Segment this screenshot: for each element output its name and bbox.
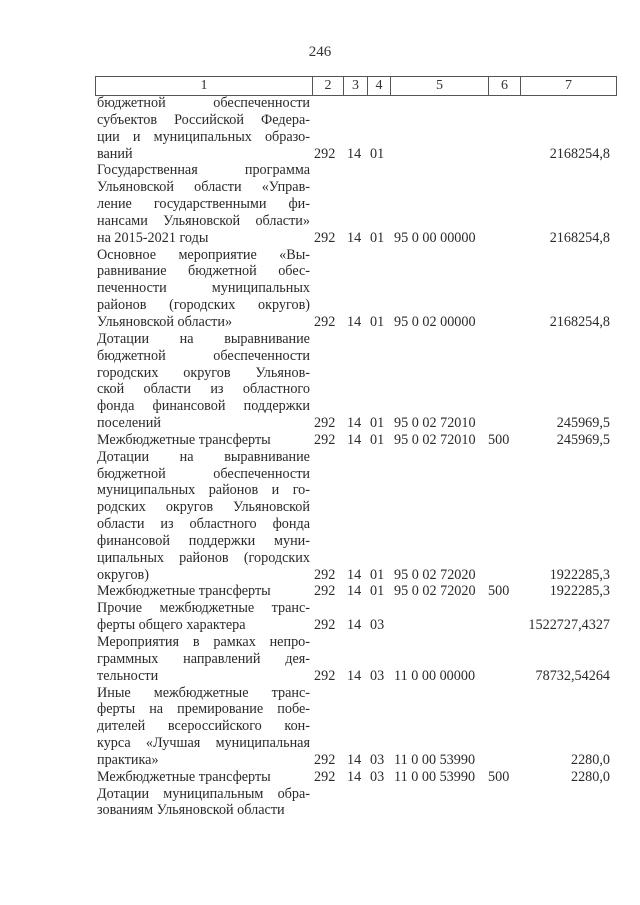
subsection-code: 01	[370, 145, 385, 162]
amount: 245969,5	[556, 431, 610, 448]
section-code: 14	[347, 768, 362, 785]
amount: 1922285,3	[549, 566, 610, 583]
description-line: Иные межбюджетные транс-	[97, 684, 310, 701]
description-line: бюджетной обеспеченности	[97, 95, 310, 111]
description-line: районов (городских округов)	[97, 297, 310, 314]
row-codes	[0, 583, 640, 600]
table-row	[0, 769, 640, 786]
description-line: тельности	[97, 667, 159, 684]
subsection-code: 03	[370, 617, 385, 634]
table-row	[0, 432, 640, 449]
row-codes	[0, 752, 640, 769]
description-line: ваний	[97, 145, 133, 162]
table-row	[0, 331, 640, 432]
subsection-code: 03	[370, 667, 385, 684]
row-codes	[0, 668, 640, 685]
description-line: дителей всероссийского кон-	[97, 718, 310, 735]
section-code: 14	[347, 751, 362, 768]
section-code: 14	[347, 566, 362, 583]
row-codes	[0, 802, 640, 819]
amount: 245969,5	[556, 415, 610, 432]
subsection-code: 03	[370, 751, 385, 768]
row-codes	[0, 769, 640, 786]
table-row	[0, 786, 640, 820]
description-line: финансовой поддержки муни-	[97, 532, 310, 549]
description-line: Основное мероприятие «Вы-	[97, 246, 310, 263]
row-codes	[0, 567, 640, 584]
column-number-header	[95, 76, 617, 96]
description-line: фонда финансовой поддержки	[97, 398, 310, 415]
subsection-code: 01	[370, 415, 385, 432]
subsection-code: 01	[370, 583, 385, 600]
description-line: городских округов Ульянов-	[97, 364, 310, 381]
subsection-code: 03	[370, 768, 385, 785]
description-line: родских округов Ульяновской	[97, 499, 310, 516]
description-line: Государственная программа	[97, 162, 310, 179]
admin-code: 292	[314, 751, 336, 768]
row-codes	[0, 617, 640, 634]
table-row	[0, 685, 640, 769]
description-line: Межбюджетные трансферты	[97, 431, 271, 448]
expense-type-code: 500	[488, 768, 510, 785]
row-codes	[0, 314, 640, 331]
admin-code: 292	[314, 431, 336, 448]
header-col-1: 1	[96, 77, 313, 96]
description-line: бюджетной обеспеченности	[97, 347, 310, 364]
header-col-3: 3	[344, 77, 368, 96]
table-row	[0, 600, 640, 634]
table-row	[0, 449, 640, 584]
description-line: ципальных районов (городских	[97, 549, 310, 566]
description-line: Межбюджетные трансферты	[97, 583, 271, 600]
table-row	[0, 162, 640, 246]
admin-code: 292	[314, 229, 336, 246]
admin-code: 292	[314, 415, 336, 432]
description-line: субъектов Российской Федера-	[97, 111, 310, 128]
description-line: граммных направлений дея-	[97, 650, 310, 667]
row-codes	[0, 230, 640, 247]
description-line: практика»	[97, 751, 159, 768]
target-article-code: 95 0 02 00000	[394, 313, 476, 330]
header-col-4: 4	[368, 77, 391, 96]
page-number: 246	[308, 44, 332, 60]
amount: 1922285,3	[549, 583, 610, 600]
table-row	[0, 95, 640, 162]
description-line: равнивание бюджетной обес-	[97, 263, 310, 280]
admin-code: 292	[314, 667, 336, 684]
description-line: Прочие межбюджетные транс-	[97, 600, 310, 617]
description-line: области из областного фонда	[97, 516, 310, 533]
header-col-7: 7	[521, 77, 617, 96]
table-row	[0, 247, 640, 331]
description-line: Межбюджетные трансферты	[97, 768, 271, 785]
header-col-5: 5	[391, 77, 489, 96]
target-article-code: 95 0 02 72020	[394, 583, 476, 600]
section-code: 14	[347, 229, 362, 246]
description-line: на 2015-2021 годы	[97, 229, 209, 246]
amount: 1522727,4327	[528, 617, 610, 634]
description-line: Дотации на выравнивание	[97, 330, 310, 347]
description-line: Ульяновской области «Управ-	[97, 179, 310, 196]
section-code: 14	[347, 667, 362, 684]
description-line: нансами Ульяновской области»	[97, 212, 310, 229]
target-article-code: 95 0 02 72010	[394, 415, 476, 432]
table-row	[0, 583, 640, 600]
admin-code: 292	[314, 145, 336, 162]
amount: 78732,54264	[535, 667, 610, 684]
section-code: 14	[347, 431, 362, 448]
amount: 2168254,8	[549, 229, 610, 246]
description-line: зованиям Ульяновской области	[97, 802, 285, 819]
amount: 2168254,8	[549, 145, 610, 162]
admin-code: 292	[314, 617, 336, 634]
description-line: бюджетной обеспеченности	[97, 465, 310, 482]
subsection-code: 01	[370, 566, 385, 583]
subsection-code: 01	[370, 313, 385, 330]
target-article-code: 11 0 00 00000	[394, 667, 476, 684]
target-article-code: 95 0 02 72010	[394, 431, 476, 448]
row-codes	[0, 415, 640, 432]
description-line: муниципальных районов и го-	[97, 482, 310, 499]
target-article-code: 95 0 02 72020	[394, 566, 476, 583]
expense-type-code: 500	[488, 583, 510, 600]
description-line: поселений	[97, 415, 161, 432]
target-article-code: 11 0 00 53990	[394, 768, 476, 785]
subsection-code: 01	[370, 431, 385, 448]
target-article-code: 95 0 00 00000	[394, 229, 476, 246]
description-line: Ульяновской области»	[97, 313, 233, 330]
row-codes	[0, 432, 640, 449]
description-line: ление государственными фи-	[97, 196, 310, 213]
description-line: округов)	[97, 566, 149, 583]
amount: 2168254,8	[549, 313, 610, 330]
section-code: 14	[347, 583, 362, 600]
amount: 2280,0	[570, 751, 610, 768]
row-codes	[0, 146, 640, 163]
description-line: Дотации на выравнивание	[97, 448, 310, 465]
admin-code: 292	[314, 566, 336, 583]
row-description	[97, 449, 310, 584]
section-code: 14	[347, 313, 362, 330]
admin-code: 292	[314, 768, 336, 785]
budget-table-body	[0, 95, 640, 819]
header-col-2: 2	[313, 77, 344, 96]
target-article-code: 11 0 00 53990	[394, 751, 476, 768]
description-line: ской области из областного	[97, 381, 310, 398]
description-line: курса «Лучшая муниципальная	[97, 735, 310, 752]
table-row	[0, 634, 640, 685]
section-code: 14	[347, 415, 362, 432]
description-line: Дотации муниципальным обра-	[97, 785, 310, 802]
admin-code: 292	[314, 583, 336, 600]
section-code: 14	[347, 145, 362, 162]
section-code: 14	[347, 617, 362, 634]
amount: 2280,0	[570, 768, 610, 785]
description-line: печенности муниципальных	[97, 280, 310, 297]
expense-type-code: 500	[488, 431, 510, 448]
admin-code: 292	[314, 313, 336, 330]
description-line: Мероприятия в рамках непро-	[97, 634, 310, 650]
description-line: ферты на премирование побе-	[97, 701, 310, 718]
subsection-code: 01	[370, 229, 385, 246]
description-line: ферты общего характера	[97, 617, 246, 634]
description-line: ции и муниципальных образо-	[97, 128, 310, 145]
header-col-6: 6	[489, 77, 521, 96]
